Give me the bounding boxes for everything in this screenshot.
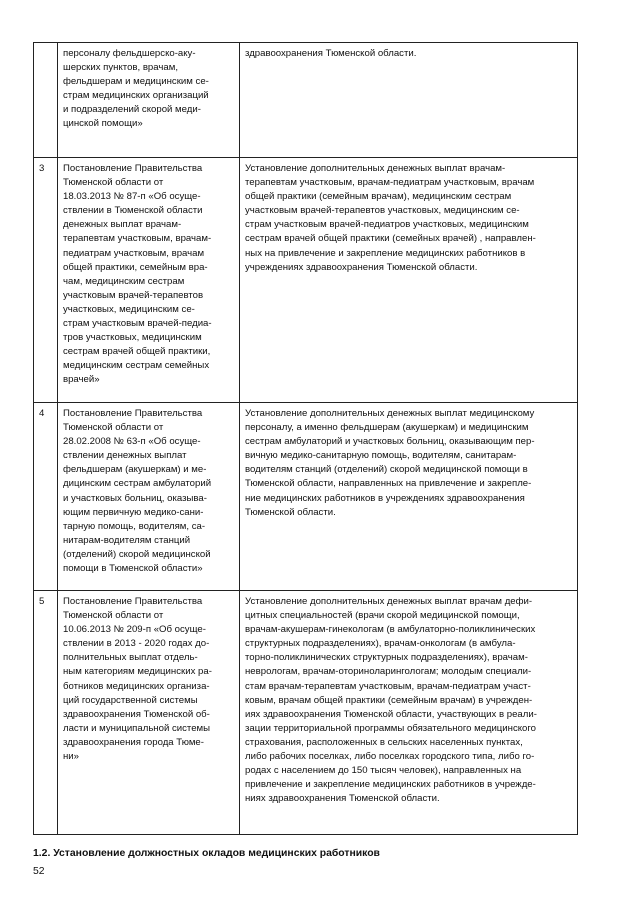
text-line: ных на привлечение и закрепление медицинских работников в (245, 247, 526, 259)
payments-table-body (34, 43, 578, 835)
text-line: страм медицинских организаций (63, 90, 209, 102)
text-line: участковых, медицинским се- (63, 303, 195, 315)
text-line: денежных выплат врачам- (63, 219, 182, 231)
text-line: ций государственной системы (63, 694, 198, 706)
text-line: Тюменской области, направленных на привлечение и закрепле- (245, 478, 532, 490)
row-number: 5 (34, 591, 58, 835)
description-cell (240, 591, 578, 835)
text-line: страм участковым врачей-педиатров участковых, медицинским (245, 219, 529, 231)
text-line: 18.03.2013 № 87-п «Об осуще- (63, 191, 201, 203)
table-row (34, 43, 578, 158)
text-line: вичную медико-санитарную помощь, водителям, санитарам- (245, 450, 517, 462)
text-line: страм участковым врачей-педиа- (63, 318, 212, 330)
text-line: зации территориальной программы обязательного медицинского (245, 722, 537, 734)
text-line: ствлении в Тюменской области (63, 205, 203, 217)
text-line: ласти и муниципальной системы (63, 722, 211, 734)
text-line: нитарам-водителям станций (63, 534, 191, 546)
text-line: Постановление Правительства (63, 596, 203, 607)
text-line: терапевтам участковым, врачам- (63, 233, 212, 245)
row-number: 3 (34, 158, 58, 403)
text-line: медицинским сестрам семейных (63, 360, 210, 372)
text-line: цитных специальностей (врачи скорой медицинской помощи, (245, 610, 520, 622)
text-line: фельдшерам (акушеркам) и ме- (63, 464, 207, 476)
text-line: терапевтам участковым, врачам-педиатрам участковым, врачам (245, 177, 535, 189)
text-line: шерских пунктов, врачам, (63, 62, 178, 74)
text-line: общей практики, семейным вра- (63, 261, 208, 273)
table-row (34, 158, 578, 403)
table-row (34, 403, 578, 591)
text-line: дицинским сестрам амбулаторий (63, 478, 212, 490)
description-cell (240, 43, 578, 158)
page-number: 52 (33, 866, 45, 877)
text-line: сестрам врачей общей практики (семейных врачей) , направлен- (245, 233, 536, 245)
text-line: торно-поликлинических структурных подразделениях), врачам- (245, 652, 528, 664)
text-line: учреждениях здравоохранения Тюменской области. (245, 261, 478, 273)
text-line: ным категориям медицинских ра- (63, 666, 212, 678)
text-line: здравоохранения Тюменской об- (63, 708, 210, 720)
text-line: ющим первичную медико-сани- (63, 506, 204, 518)
text-line: родах с населением до 150 тысяч человек), направленных на (245, 765, 522, 777)
text-line: (отделений) скорой медицинской (63, 548, 211, 560)
text-line: ниях здравоохранения Тюменской области. (245, 793, 440, 805)
text-line: помощи в Тюменской области» (63, 563, 203, 575)
text-line: Тюменской области от (63, 177, 164, 189)
payments-table (33, 42, 578, 835)
legal-act-cell (58, 158, 240, 403)
text-line: здравоохранения Тюменской области. (245, 48, 417, 59)
text-line: участковым врачей-терапевтов (63, 289, 204, 301)
text-line: цинской помощи» (63, 118, 143, 130)
text-line: Постановление Правительства (63, 408, 203, 419)
text-line: Установление дополнительных денежных выплат врачам- (245, 163, 506, 174)
text-line: и подразделений скорой меди- (63, 104, 201, 116)
text-line: 10.06.2013 № 209-п «Об осуще- (63, 624, 206, 636)
text-line: тров участковых, медицинским (63, 332, 202, 344)
text-line: персоналу фельдшерско-аку- (63, 48, 196, 59)
text-line: фельдшерам и медицинским се- (63, 76, 209, 88)
legal-act-cell (58, 403, 240, 591)
row-number: 4 (34, 403, 58, 591)
text-line: Установление дополнительных денежных выплат врачам дефи- (245, 596, 533, 607)
text-line: Постановление Правительства (63, 163, 203, 174)
text-line: ние медицинских работников в учреждениях здравоохранения (245, 492, 525, 504)
text-line: ствлении в 2013 - 2020 годах до- (63, 638, 210, 650)
text-line: привлечение и закрепление медицинских работников в учрежде- (245, 779, 536, 791)
text-line: Установление дополнительных денежных выплат медицинскому (245, 408, 535, 419)
row-number (34, 43, 58, 158)
text-line: либо рабочих поселках, либо поселках городского типа, либо го- (245, 751, 535, 763)
text-line: ковым, врачам общей практики (семейным врачам) в учрежден- (245, 694, 533, 706)
text-line: стам врачам-терапевтам участковым, врачам-педиатрам участ- (245, 680, 531, 692)
text-line: общей практики (семейным врачам), медицинским сестрам (245, 191, 512, 203)
text-line: здравоохранения города Тюме- (63, 736, 204, 748)
text-line: Тюменской области от (63, 610, 164, 622)
table-row (34, 591, 578, 835)
text-line: иях здравоохранения Тюменской области, участвующих в реали- (245, 708, 537, 720)
description-cell (240, 403, 578, 591)
text-line: ботников медицинских организа- (63, 680, 210, 692)
text-line: тарную помощь, водителям, са- (63, 520, 206, 532)
text-line: персоналу, а именно фельдшерам (акушеркам) и медицинским (245, 422, 529, 434)
text-line: водителям станций (отделений) скорой медицинской помощи в (245, 464, 528, 476)
text-line: сестрам врачей общей практики, (63, 346, 211, 358)
text-line: врачей» (63, 374, 100, 386)
text-line: страхования, расположенных в сельских населенных пунктах, (245, 736, 523, 748)
text-line: 28.02.2008 № 63-п «Об осуще- (63, 436, 201, 448)
section-heading: 1.2. Установление должностных окладов медицинских работников (33, 848, 380, 859)
text-line: неврологам, врачам-оториноларингологам; молодым специали- (245, 666, 532, 678)
text-line: ствлении денежных выплат (63, 450, 187, 462)
legal-act-cell (58, 591, 240, 835)
text-line: врачам-акушерам-гинекологам (в амбулаторно-поликлинических (245, 624, 536, 636)
text-line: чам, медицинским сестрам (63, 275, 185, 287)
text-line: структурных подразделениях), врачам-онкологам (в амбула- (245, 638, 516, 650)
text-line: Тюменской области от (63, 422, 164, 434)
text-line: Тюменской области. (245, 506, 336, 518)
text-line: педиатрам участковым, врачам (63, 247, 205, 259)
text-line: полнительных выплат отдель- (63, 652, 198, 664)
description-cell (240, 158, 578, 403)
text-line: ни» (63, 751, 79, 763)
text-line: и участковых больниц, оказыва- (63, 492, 207, 504)
text-line: сестрам амбулаторий и участковых больниц, оказывающим пер- (245, 436, 535, 448)
text-line: участковым врачей-терапевтов участковых, медицинским се- (245, 205, 520, 217)
legal-act-cell (58, 43, 240, 158)
